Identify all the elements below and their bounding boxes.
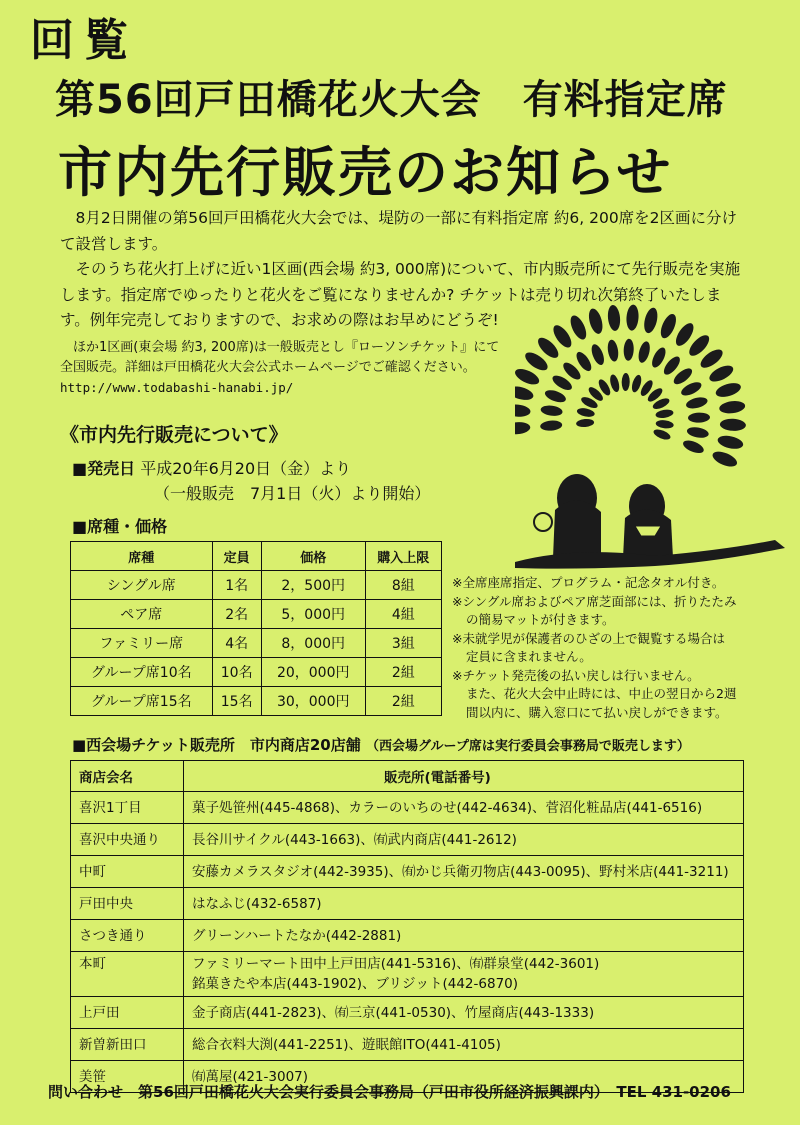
- table-row: [71, 1029, 744, 1061]
- shop-area-cell: 新曽新田口: [71, 1029, 184, 1061]
- shop-area-cell: 戸田中央: [71, 888, 184, 920]
- shop-list-cell: 安藤カメラスタジオ(442-3935)、㈲かじ兵衛刃物店(443-0095)、野村米店(441-3211): [184, 856, 744, 888]
- shop-list-cell: 菓子処笹州(445-4868)、カラーのいちのせ(442-4634)、菅沼化粧品店(441-6516): [184, 792, 744, 824]
- shop-area-cell: 喜沢1丁目: [71, 792, 184, 824]
- firework-burst-icon: [515, 304, 746, 469]
- table-cell: 2名: [212, 600, 261, 629]
- intro-paragraph-3-line2: 全国販売。詳細は戸田橋花火大会公式ホームページでご確認ください。: [60, 359, 476, 375]
- table-cell: 30，000円: [261, 687, 365, 716]
- note-2-cont: の簡易マットが付きます。: [466, 612, 615, 627]
- general-sale-note: （一般販売 7月1日（火）より開始）: [154, 484, 431, 503]
- table-cell: シングル席: [71, 571, 213, 600]
- shop-table-header: 販売所(電話番号): [184, 761, 744, 792]
- seat-table-header: 価格: [261, 542, 365, 571]
- shop-heading-note: （西会場グループ席は実行委員会事務局で販売します）: [365, 739, 690, 754]
- shop-area-cell: 本町: [71, 952, 184, 997]
- table-cell: ファミリー席: [71, 629, 213, 658]
- event-title: 第56回戸田橋花火大会 有料指定席: [55, 77, 728, 123]
- table-row: [71, 888, 744, 920]
- note-4: ※チケット発売後の払い戻しは行いません。: [452, 667, 700, 683]
- table-row: [71, 856, 744, 888]
- seat-section-title: ■席種・価格: [72, 517, 168, 536]
- table-row: [71, 824, 744, 856]
- shop-list-cell: 長谷川サイクル(443-1663)、㈲武内商店(441-2612): [184, 824, 744, 856]
- shop-area-cell: 中町: [71, 856, 184, 888]
- contact-footer: 問い合わせ 第56回戸田橋花火大会実行委員会事務局（戸田市役所経済振興課内） TEL 431-0206: [48, 1083, 731, 1101]
- seat-table-header: 購入上限: [365, 542, 441, 571]
- note-4-cont: また、花火大会中止時には、中止の翌日から2週: [466, 686, 737, 701]
- table-cell: 8組: [365, 571, 441, 600]
- shop-section-title: [72, 734, 690, 755]
- shop-list-cell: 総合衣料大渕(441-2251)、遊眠館ITO(441-4105): [184, 1029, 744, 1061]
- shop-table: [70, 760, 744, 1093]
- intro-paragraph-2: そのうち花火打上げに近い1区画(西会場 約3, 000席)について、市内販売所にて先行販売を実施します。指定席でゆったりと花火をご覧になりませんか? チケットは売り切れ次第終了いたします。例年完売しておりますので、お求めの際はお早めにどうぞ!: [60, 260, 741, 329]
- intro-paragraph-1: 8月2日開催の第56回戸田橋花火大会では、堤防の一部に有料指定席 約6, 200席を2区画に分けて設営します。: [60, 209, 738, 253]
- table-cell: 2組: [365, 687, 441, 716]
- table-row: [71, 629, 442, 658]
- shop-table-header: 商店会名: [71, 761, 184, 792]
- kairan-label: 回覧: [30, 15, 138, 66]
- table-cell: 2，500円: [261, 571, 365, 600]
- table-row: [71, 571, 442, 600]
- table-row: [71, 997, 744, 1029]
- note-1: ※全席座席指定、プログラム・記念タオル付き。: [452, 575, 725, 590]
- shop-heading-text: ■西会場チケット販売所 市内商店20店舗: [72, 736, 361, 754]
- table-cell: 8，000円: [261, 629, 365, 658]
- table-cell: 2組: [365, 658, 441, 687]
- table-row: [71, 952, 744, 997]
- page-title: 市内先行販売のお知らせ: [58, 141, 673, 204]
- table-cell: 5，000円: [261, 600, 365, 629]
- shop-area-cell: 美笹: [71, 1061, 184, 1093]
- table-row: [71, 920, 744, 952]
- sale-date-value: 平成20年6月20日（金）より: [140, 459, 352, 478]
- sale-date-label: ■発売日: [72, 459, 136, 478]
- shop-area-cell: 喜沢中央通り: [71, 824, 184, 856]
- table-cell: 3組: [365, 629, 441, 658]
- table-cell: 4名: [212, 629, 261, 658]
- official-url-link[interactable]: http://www.todabashi-hanabi.jp/: [60, 379, 294, 395]
- table-row: [71, 687, 442, 716]
- table-row: [71, 792, 744, 824]
- shop-area-cell: 上戸田: [71, 997, 184, 1029]
- seat-notes: [452, 574, 797, 722]
- presale-section-title: 《市内先行販売について》: [60, 424, 288, 446]
- shop-area-cell: さつき通り: [71, 920, 184, 952]
- shop-list-cell: 金子商店(441-2823)、㈲三京(441-0530)、竹屋商店(443-1333): [184, 997, 744, 1029]
- children-watching-icon: [515, 474, 785, 569]
- table-cell: 20，000円: [261, 658, 365, 687]
- table-cell: 15名: [212, 687, 261, 716]
- seat-price-table: [70, 541, 442, 716]
- note-3-cont: 定員に含まれません。: [466, 649, 592, 664]
- seat-table-header: 席種: [71, 542, 213, 571]
- table-cell: 4組: [365, 600, 441, 629]
- table-cell: 1名: [212, 571, 261, 600]
- shop-list-cell: グリーンハートたなか(442-2881): [184, 920, 744, 952]
- table-row: [71, 658, 442, 687]
- table-cell: グループ席15名: [71, 687, 213, 716]
- shop-list-cell: ㈲萬屋(421-3007): [184, 1061, 744, 1093]
- note-4-cont2: 間以内に、購入窓口にて払い戻しができます。: [466, 704, 728, 720]
- fireworks-illustration: [515, 300, 795, 570]
- note-2: ※シングル席およびペア席芝面部には、折りたたみ: [452, 593, 737, 609]
- shop-list-cell: ファミリーマート田中上戸田店(441-5316)、㈲群泉堂(442-3601) 銘菓きたや本店(443-1902)、ブリジット(442-6870): [184, 952, 744, 997]
- table-cell: グループ席10名: [71, 658, 213, 687]
- table-row: [71, 600, 442, 629]
- seat-table-header: 定員: [212, 542, 261, 571]
- note-3: ※未就学児が保護者のひざの上で観覧する場合は: [452, 630, 725, 646]
- sale-date-block: [72, 456, 430, 506]
- table-cell: 10名: [212, 658, 261, 687]
- shop-list-cell: はなふじ(432-6587): [184, 888, 744, 920]
- table-cell: ペア席: [71, 600, 213, 629]
- intro-paragraph-3-line1: ほか1区画(東会場 約3, 200席)は一般販売とし『ローソンチケット』にて: [73, 339, 500, 355]
